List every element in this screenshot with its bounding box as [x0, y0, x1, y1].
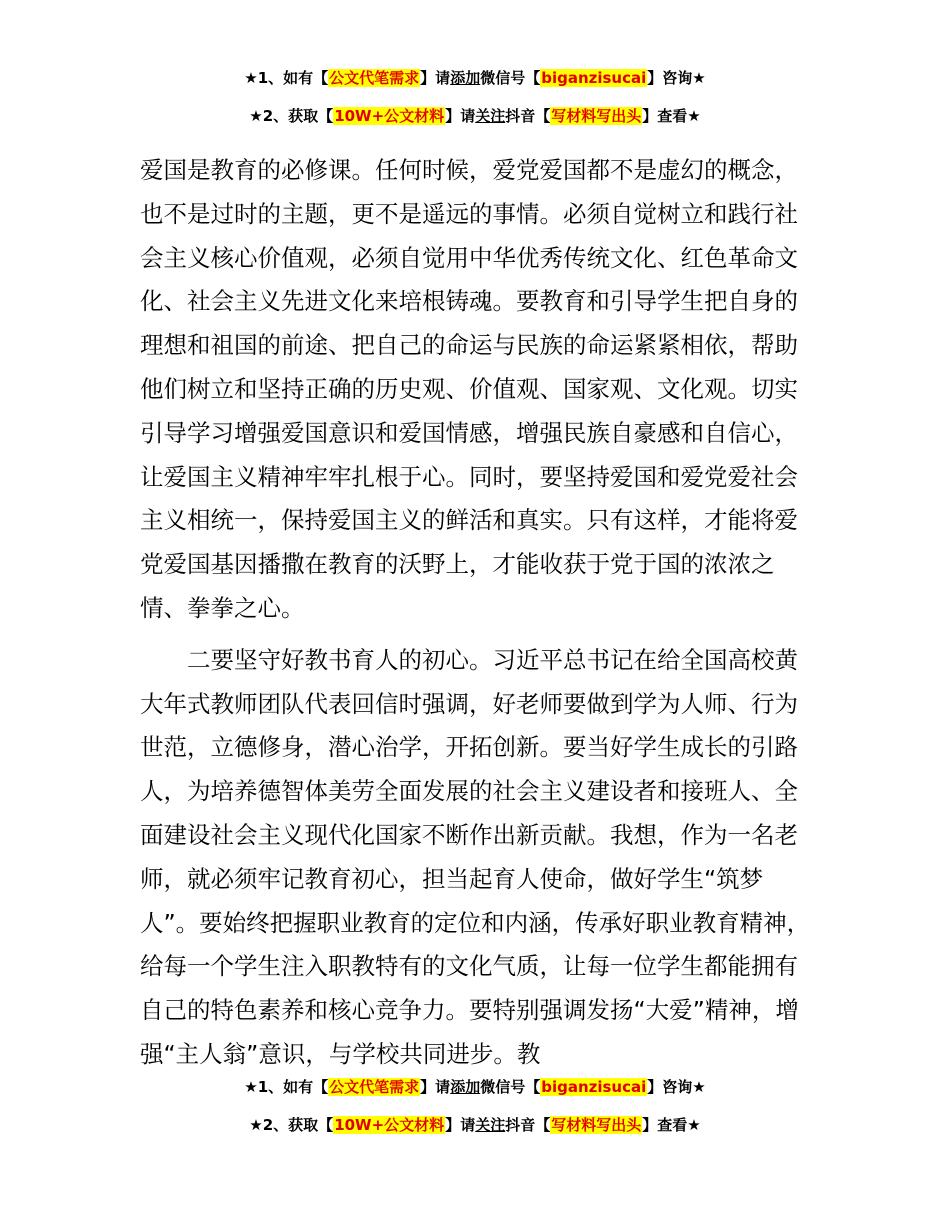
banner-text: 】请	[445, 1116, 476, 1134]
banner-text: 】咨询★	[647, 69, 706, 87]
banner-underlined-text: 添加	[450, 1078, 481, 1096]
banner-text: 】请	[420, 69, 451, 87]
banner-text: 】请	[445, 107, 476, 125]
banner-text: 微信号【	[480, 1078, 541, 1096]
banner-text: 】查看★	[642, 1116, 701, 1134]
footer-banner-line-2	[0, 1114, 950, 1136]
banner-text: 】查看★	[642, 107, 701, 125]
banner-text: 抖音【	[505, 107, 551, 125]
banner-highlight: 10W+公文材料	[334, 1116, 445, 1134]
banner-text: 】请	[420, 1078, 451, 1096]
banner-highlight-wechat-id: biganzisucai	[541, 1078, 647, 1096]
footer-banner-line-1	[0, 1076, 950, 1098]
banner-text: ★1、如有【	[244, 69, 329, 87]
header-banner-line-1	[0, 67, 950, 89]
banner-highlight: 公文代笔需求	[329, 1078, 420, 1096]
banner-text: ★2、获取【	[249, 1116, 334, 1134]
banner-highlight: 公文代笔需求	[329, 69, 420, 87]
banner-highlight-wechat-id: biganzisucai	[541, 69, 647, 87]
banner-underlined-text: 关注	[475, 107, 506, 125]
banner-highlight-douyin: 写材料写出头	[551, 1116, 642, 1134]
paragraph-1: 爱国是教育的必修课。任何时候，爱党爱国都不是虚幻的概念，也不是过时的主题，更不是遥远的事情。必须自觉树立和践行社会主义核心价值观，必须自觉用中华优秀传统文化、红色革命文化、社会主义先进文化来培根铸魂。要教育和引导学生把自身的理想和祖国的前途、把自己的命运与民族的命运紧紧相依，帮助他们树立和坚持正确的历史观、价值观、国家观、文化观。切实引导学习增强爱国意识和爱国情感，增强民族自豪感和自信心，让爱国主义精神牢牢扎根于心。同时，要坚持爱国和爱党爱社会主义相统一，保持爱国主义的鲜活和真实。只有这样，才能将爱党爱国基因播撒在教育的沃野上，才能收获于党于国的浓浓之情、拳拳之心。	[140, 156, 798, 622]
banner-text: ★2、获取【	[249, 107, 334, 125]
paragraph-2: 二要坚守好教书育人的初心。习近平总书记在给全国高校黄大年式教师团队代表回信时强调，好老师要做到学为人师、行为世范，立德修身，潜心治学，开拓创新。要当好学生成长的引路人，为培养德智体美劳全面发展的社会主义建设者和接班人、全面建设社会主义现代化国家不断作出新贡献。我想，作为一名老师，就必须牢记教育初心，担当起育人使命，做好学生“筑梦人”。要始终把握职业教育的定位和内涵，传承好职业教育精神，给每一个学生注入职教特有的文化气质，让每一位学生都能拥有自己的特色素养和核心竞争力。要特别强调发扬“大爱”精神，增强“主人翁”意识，与学校共同进步。教	[140, 645, 811, 1068]
document-body	[140, 149, 812, 1077]
banner-text: ★1、如有【	[244, 1078, 329, 1096]
banner-underlined-text: 关注	[475, 1116, 506, 1134]
banner-text: 抖音【	[505, 1116, 551, 1134]
banner-highlight-douyin: 写材料写出头	[551, 107, 642, 125]
banner-text: 微信号【	[480, 69, 541, 87]
banner-underlined-text: 添加	[450, 69, 481, 87]
banner-highlight: 10W+公文材料	[334, 107, 445, 125]
header-banner-line-2	[0, 105, 950, 127]
banner-text: 】咨询★	[647, 1078, 706, 1096]
